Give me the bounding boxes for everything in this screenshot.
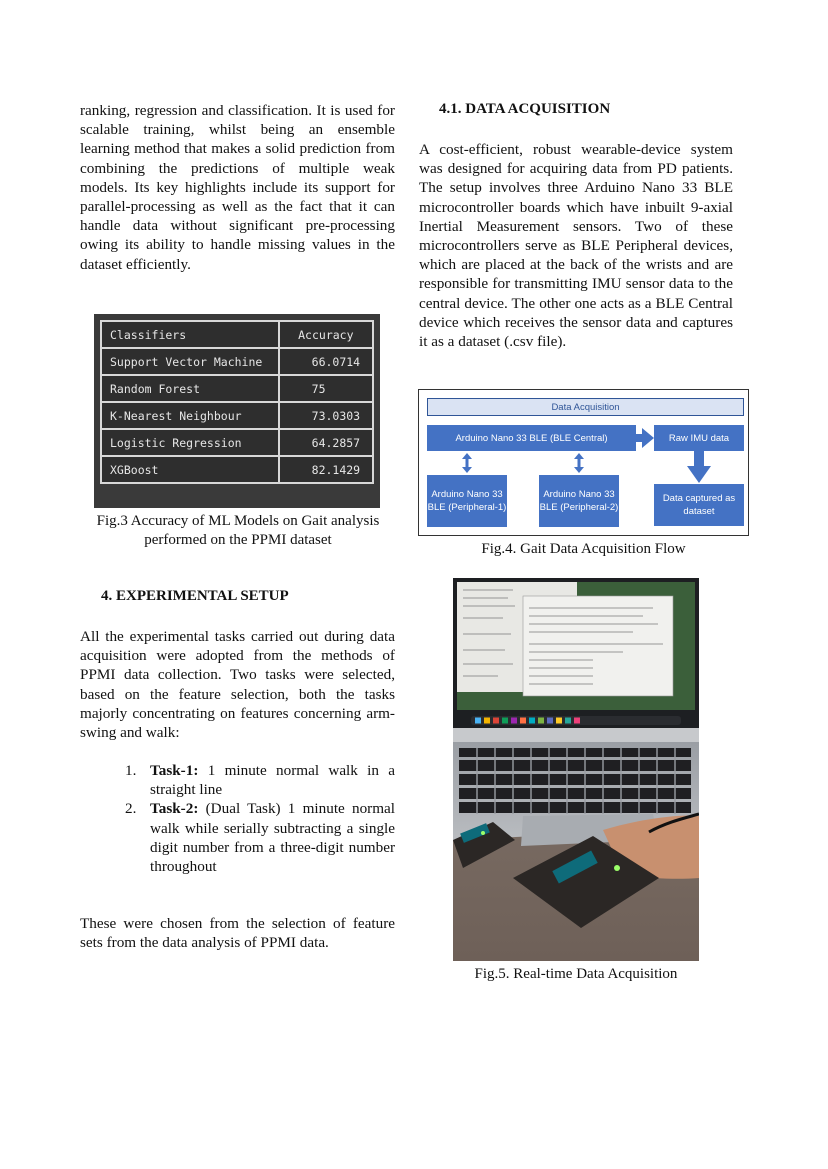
arrow-central-to-raw-icon [636,428,654,448]
list-number: 2. [125,800,137,818]
table-cell-accuracy: 75 [279,375,373,402]
table-cell-classifier: Logistic Regression [101,429,279,456]
table-cell-accuracy: 64.2857 [279,429,373,456]
accuracy-table-figure [94,314,380,508]
real-time-acquisition-photo [453,578,699,961]
table-cell-classifier: Support Vector Machine [101,348,279,375]
accuracy-table [100,320,374,484]
table-header-row [101,321,373,348]
table-row [101,429,373,456]
task-text: (Dual Task) 1 minute normal walk while serially subtracting a single digit number from a three-digit number throughout [150,800,395,876]
diagram-peripheral-1-box: Arduino Nano 33 BLE (Peripheral-1) [427,475,507,527]
table-header-accuracy: Accuracy [279,321,373,348]
arrow-raw-to-captured-icon [687,451,711,483]
table-cell-classifier: K-Nearest Neighbour [101,402,279,429]
left-para-2 [80,627,395,742]
diagram-arrows [419,390,750,537]
diagram-peripheral-2-box: Arduino Nano 33 BLE (Peripheral-2) [539,475,619,527]
right-para-1 [419,140,733,351]
table-header-classifiers: Classifiers [101,321,279,348]
list-item [125,761,395,799]
left-para-1 [80,101,395,274]
section-4-1-heading: 4.1. DATA ACQUISITION [439,101,611,117]
table-cell-accuracy: 82.1429 [279,456,373,483]
bidirectional-arrow-peripheral-1-icon [462,453,472,473]
paragraph-ensemble: ranking, regression and classification. It is used for scalable training, whilst being an ensemble learning method that makes a solid prediction from combining the predictions of multiple weak models. Its key highlights include its support for parallel-processing as well as the fact that it can handle data without significant pre-processing owing its ability to handle missing values in the dataset efficiently. [80,102,395,273]
diagram-header: Data Acquisition [427,398,744,416]
task-label: Task-1: [150,762,199,779]
diagram-raw-imu-box: Raw IMU data [654,425,744,451]
paragraph-data-acquisition: A cost-efficient, robust wearable-device system was designed for acquiring data from PD patients. The setup involves three Arduino Nano 33 BLE microcontroller boards which have inbuilt 9-axial Inertial Measurement sensors. Two of these microcontrollers serve as BLE Peripheral devices, which are placed at the back of the wrists and are responsible for transmitting IMU sensor data to the central device. The other one acts as a BLE Central device which receives the sensor data and captures it as a dataset (.csv file). [419,141,733,351]
table-row [101,348,373,375]
task-list-items [125,761,395,876]
table-cell-classifier: XGBoost [101,456,279,483]
task-text: 1 minute normal walk in a straight line [150,762,395,799]
left-para-3 [80,914,395,952]
fig4-caption: Fig.4. Gait Data Acquisition Flow [481,541,686,557]
table-cell-classifier: Random Forest [101,375,279,402]
list-number: 1. [125,762,137,779]
laptop-photo-illustration [453,578,699,961]
table-cell-accuracy: 73.0303 [279,402,373,429]
fig5-caption: Fig.5. Real-time Data Acquisition [474,966,678,982]
paragraph-feature-sets: These were chosen from the selection of feature sets from the data analysis of PPMI data. [80,915,395,952]
paragraph-experimental: All the experimental tasks carried out during data acquisition were adopted from the methods of PPMI data collection. Two tasks were selected, based on the feature selection, both the tasks majorly concentrating on features concerning arm-swing and walk: [80,628,395,742]
table-row [101,375,373,402]
data-acquisition-diagram [418,389,749,536]
task-label: Task-2: [150,800,199,818]
diagram-central-box: Arduino Nano 33 BLE (BLE Central) [427,425,636,451]
list-item [125,799,395,876]
table-cell-accuracy: 66.0714 [279,348,373,375]
bidirectional-arrow-peripheral-2-icon [574,453,584,473]
table-row [101,456,373,483]
task-list [125,761,395,876]
fig3-caption: Fig.3 Accuracy of ML Models on Gait analysis performed on the PPMI dataset [96,513,380,548]
section-4-heading: 4. EXPERIMENTAL SETUP [101,588,289,604]
diagram-captured-box: Data captured as dataset [654,484,744,526]
table-row [101,402,373,429]
